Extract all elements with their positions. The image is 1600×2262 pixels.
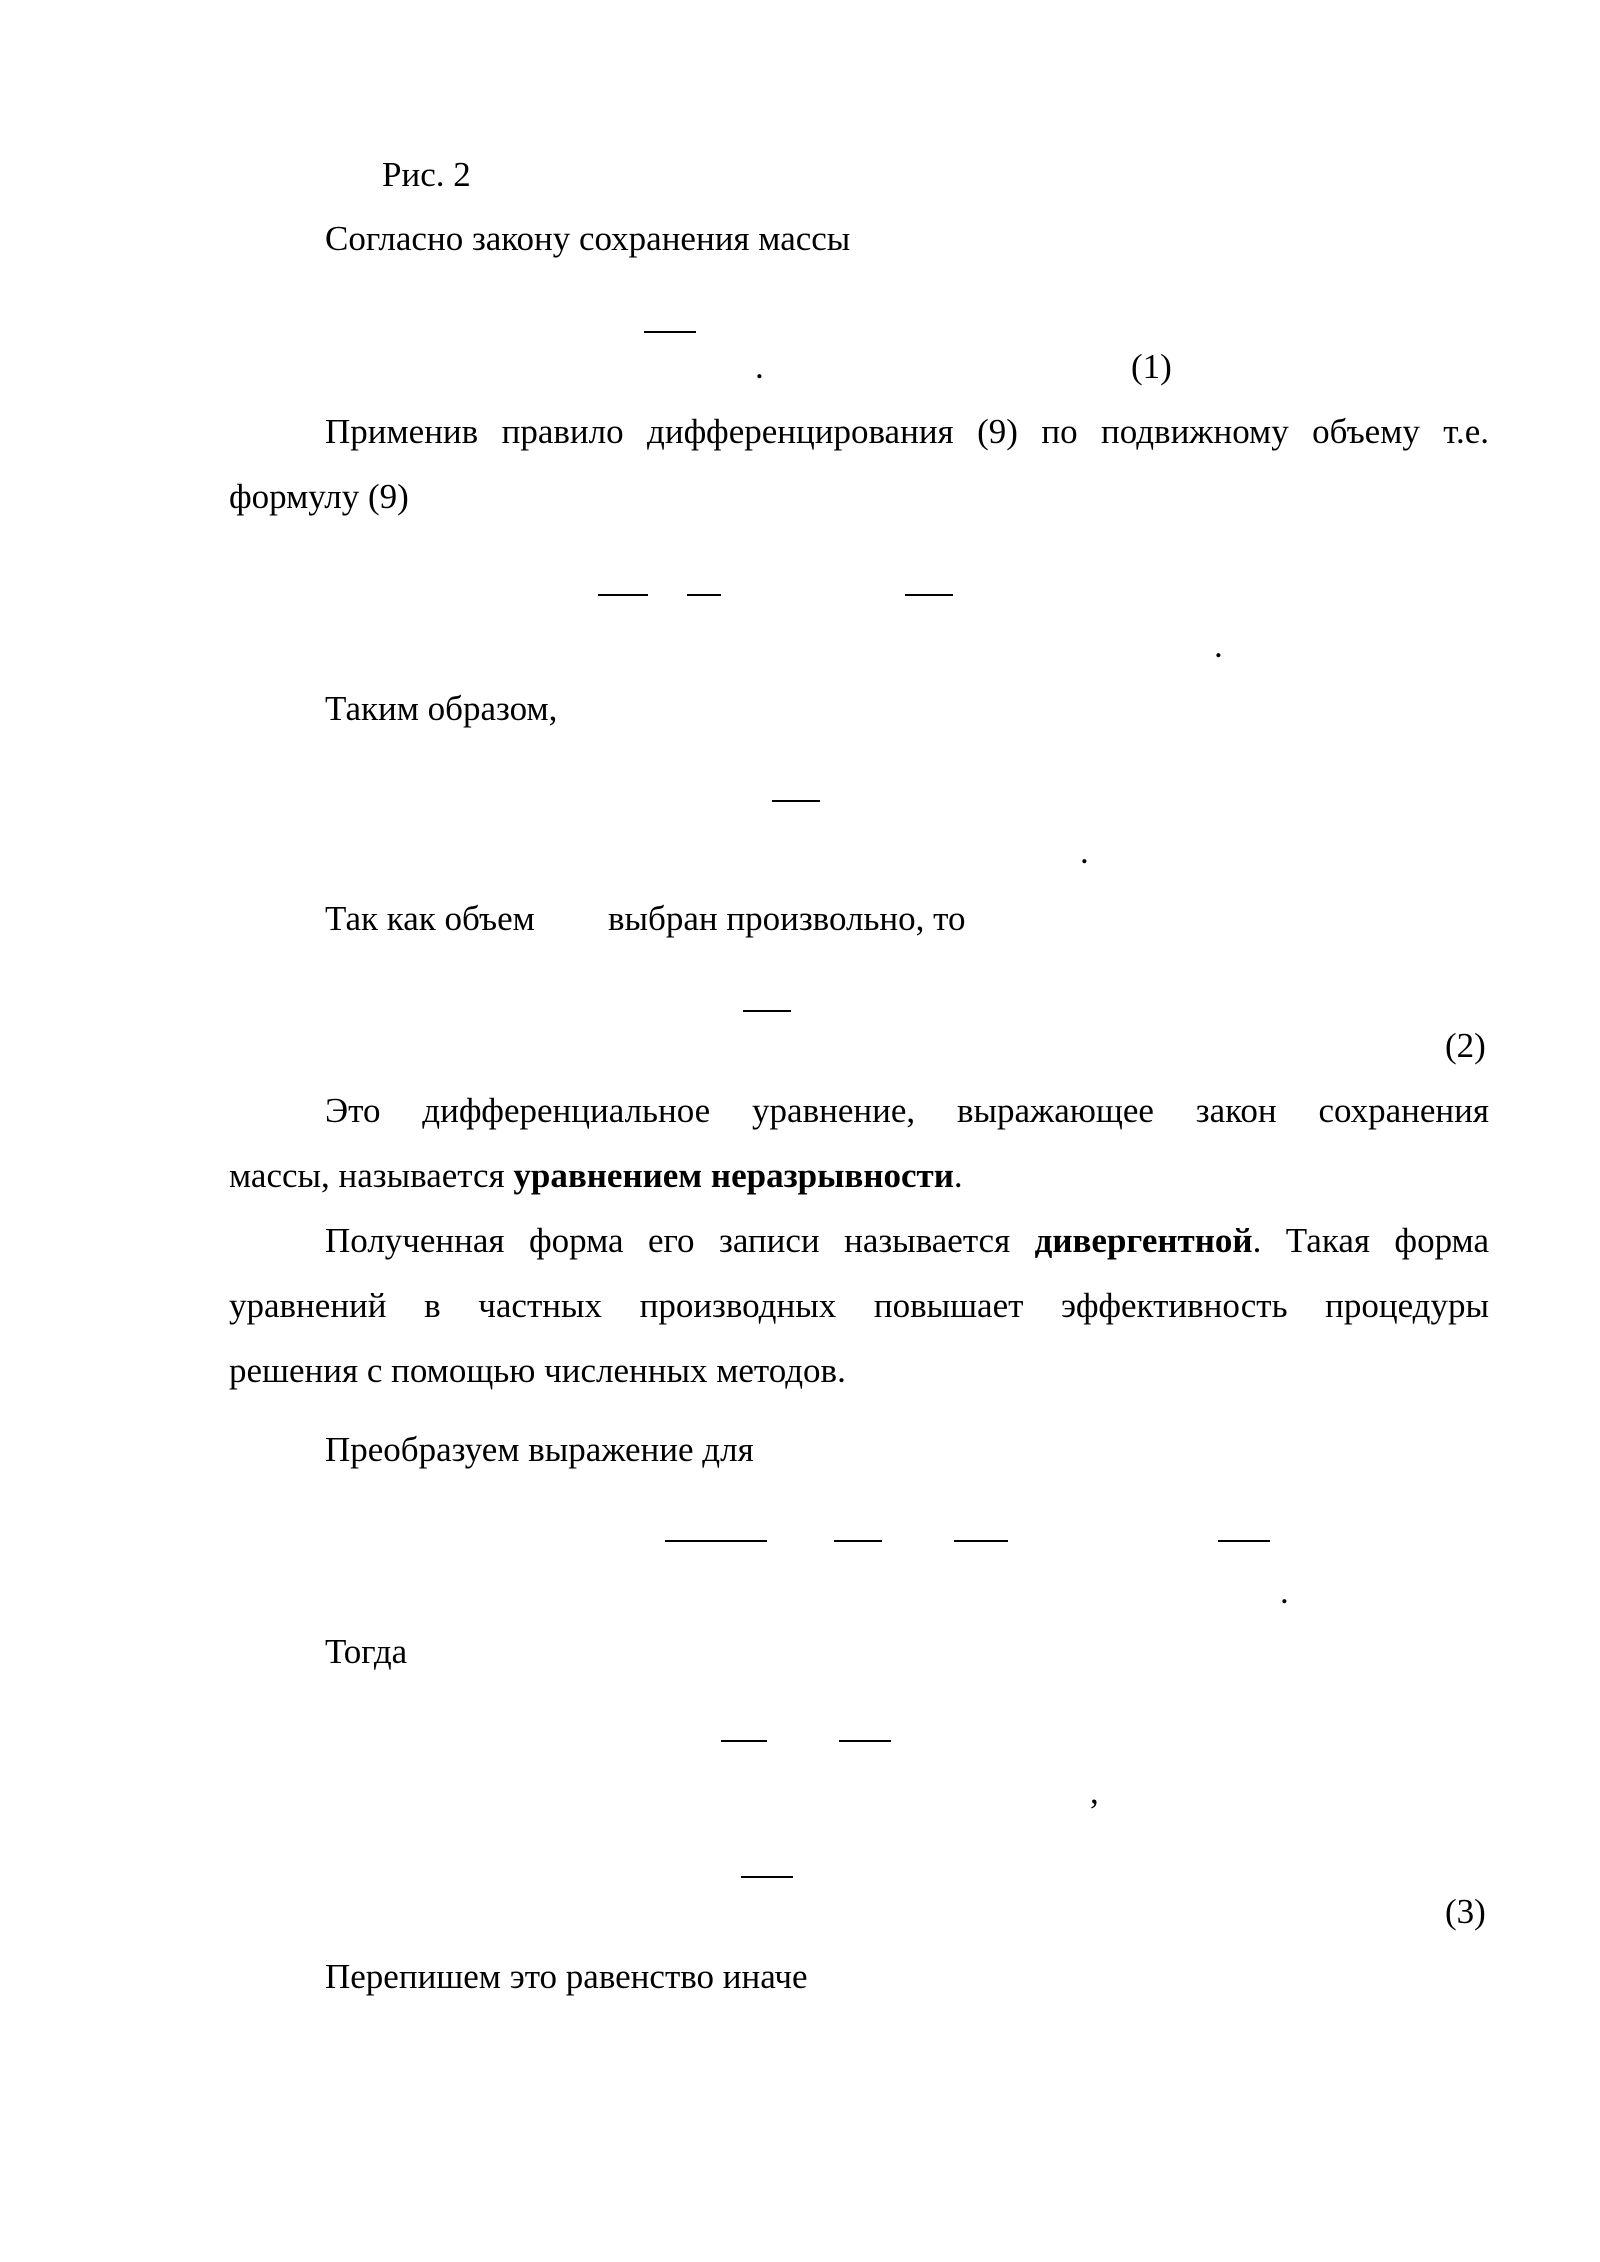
divergent-text-end: . Такая форма	[1252, 1221, 1490, 1260]
paragraph-differentiation-line-2: формулу (9)	[229, 477, 409, 516]
paragraph-volume-part-2: выбран произвольно, то	[608, 899, 966, 938]
paragraph-divergent-line-3: решения с помощью численных методов.	[229, 1351, 846, 1390]
continuity-term: уравнением неразрывности	[513, 1156, 954, 1195]
paragraph-differentiation-line-1: Применив правило дифференцирования (9) по подвижному объему т.е.	[325, 412, 1489, 451]
paragraph-divergent-line-2: уравнений в частных производных повышает эффективность процедуры	[229, 1286, 1489, 1325]
paragraph-volume-part-1: Так как объем	[325, 899, 535, 938]
equation-c-dot: .	[1280, 1572, 1289, 1611]
fraction-bar	[834, 1540, 882, 1542]
continuity-text-start: массы, называется	[229, 1156, 514, 1195]
paragraph-rewrite: Перепишем это равенство иначе	[325, 1957, 808, 1996]
divergent-term: дивергентной	[1034, 1221, 1253, 1260]
paragraph-divergent-line-1	[325, 1219, 1489, 1263]
equation-1-number: (1)	[1131, 347, 1172, 386]
fraction-bar	[772, 800, 820, 802]
equation-d-comma: ,	[1090, 1772, 1099, 1811]
equation-b-dot: .	[1080, 832, 1089, 871]
fraction-bar	[1218, 1540, 1270, 1542]
paragraph-transform: Преобразуем выражение для	[325, 1430, 754, 1469]
paragraph-continuity-line-1: Это дифференциальное уравнение, выражающее закон сохранения	[325, 1091, 1489, 1130]
paragraph-mass-conservation: Согласно закону сохранения массы	[325, 219, 851, 258]
equation-1-dot: .	[755, 347, 764, 386]
equation-a-dot: .	[1214, 626, 1223, 665]
fraction-bar	[954, 1540, 1008, 1542]
paragraph-continuity-line-2	[229, 1154, 963, 1198]
equation-2-number: (2)	[1445, 1026, 1486, 1065]
fraction-bar	[598, 594, 648, 596]
fraction-bar	[743, 1010, 791, 1012]
fraction-bar	[687, 594, 721, 596]
paragraph-thus: Таким образом,	[325, 689, 558, 728]
divergent-text-start: Полученная форма его записи называется	[325, 1221, 1035, 1260]
equation-3-number: (3)	[1445, 1892, 1486, 1931]
fraction-bar	[905, 594, 953, 596]
figure-caption: Рис. 2	[382, 155, 471, 194]
fraction-bar	[721, 1740, 767, 1742]
continuity-text-end: .	[953, 1156, 963, 1195]
fraction-bar	[741, 1876, 793, 1878]
fraction-bar	[665, 1540, 767, 1542]
paragraph-then: Тогда	[325, 1632, 408, 1671]
fraction-bar	[839, 1740, 891, 1742]
fraction-bar	[644, 331, 696, 333]
